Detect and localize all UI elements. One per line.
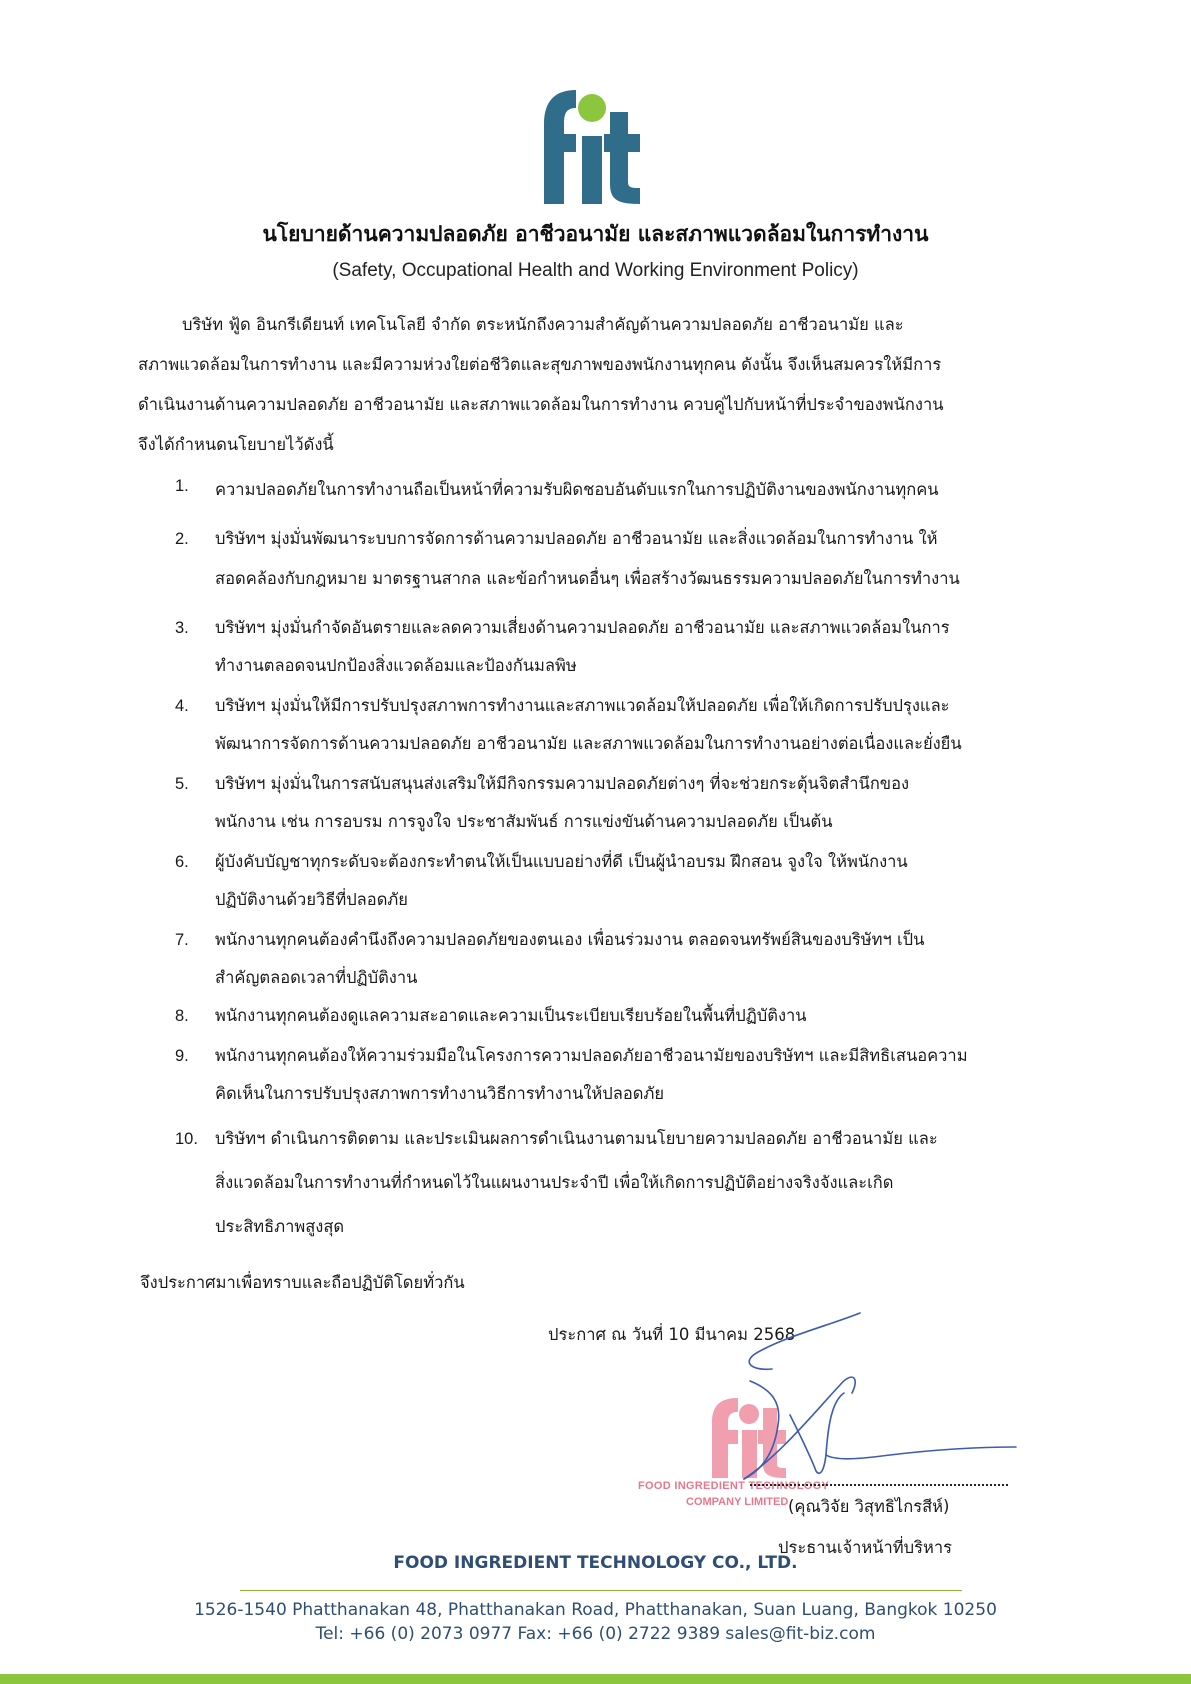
intro-line: สภาพแวดล้อมในการทำงาน และมีความห่วงใยต่อชีวิตและสุขภาพของพนักงานทุกคน ดังนั้น จึงเห็นสมควรให้มีการ	[138, 355, 942, 374]
policy-item	[175, 921, 924, 997]
item-number: 1.	[175, 477, 189, 495]
item-line: บริษัทฯ มุ่งมั่นพัฒนาระบบการจัดการด้านความปลอดภัย อาชีวอนามัย และสิ่งแวดล้อมในการทำงาน ให้	[215, 529, 938, 548]
policy-item	[175, 765, 909, 841]
item-number: 8.	[175, 1007, 189, 1025]
item-line: ผู้บังคับบัญชาทุกระดับจะต้องกระทำตนให้เป็นแบบอย่างที่ดี เป็นผู้นำอบรม ฝึกสอน จูงใจ ให้พนักงาน	[215, 852, 908, 871]
policy-item	[175, 687, 962, 763]
item-number: 7.	[175, 931, 189, 949]
footer-contact: Tel: +66 (0) 2073 0977 Fax: +66 (0) 2722 9389 sales@fit-biz.com	[315, 1624, 876, 1644]
policy-item	[175, 997, 807, 1035]
document-title: นโยบายด้านความปลอดภัย อาชีวอนามัย และสภาพแวดล้อมในการทำงาน	[262, 222, 929, 246]
stamp-line-1: FOOD INGREDIENT TECHNOLOGY	[638, 1480, 830, 1492]
signer-name: (คุณวิจัย วิสุทธิไกรสีห์)	[788, 1497, 950, 1516]
item-number: 5.	[175, 775, 189, 793]
item-line: พนักงาน เช่น การอบรม การจูงใจ ประชาสัมพันธ์ การแข่งขันด้านความปลอดภัย เป็นต้น	[215, 812, 833, 831]
item-line: ประสิทธิภาพสูงสุด	[215, 1217, 345, 1236]
announcement-date: ประกาศ ณ วันที่ 10 มีนาคม 2568	[548, 1325, 796, 1344]
item-line: สอดคล้องกับกฎหมาย มาตรฐานสากล และข้อกำหนดอื่นๆ เพื่อสร้างวัฒนธรรมความปลอดภัยในการทำงาน	[215, 569, 960, 588]
policy-item	[175, 477, 939, 503]
intro-line: จึงได้กำหนดนโยบายไว้ดังนี้	[138, 435, 334, 454]
policy-item	[175, 519, 960, 599]
item-line: ความปลอดภัยในการทำงานถือเป็นหน้าที่ความรับผิดชอบอันดับแรกในการปฏิบัติงานของพนักงานทุกคน	[215, 480, 939, 499]
signer-title: ประธานเจ้าหน้าที่บริหาร	[778, 1538, 953, 1557]
intro-line: ดำเนินงานด้านความปลอดภัย อาชีวอนามัย และสภาพแวดล้อมในการทำงาน ควบคู่ไปกับหน้าที่ประจำของพนักงาน	[138, 395, 944, 414]
footer-divider	[240, 1590, 962, 1591]
closing-statement: จึงประกาศมาเพื่อทราบและถือปฏิบัติโดยทั่วกัน	[140, 1273, 465, 1292]
item-line: พัฒนาการจัดการด้านความปลอดภัย อาชีวอนามัย และสภาพแวดล้อมในการทำงานอย่างต่อเนื่องและยั่งยืน	[215, 734, 962, 753]
document-subtitle: (Safety, Occupational Health and Working Environment Policy)	[332, 260, 859, 281]
item-number: 9.	[175, 1047, 189, 1065]
policy-item	[175, 1117, 938, 1249]
policy-item	[175, 843, 908, 919]
item-number: 4.	[175, 697, 189, 715]
item-line: พนักงานทุกคนต้องให้ความร่วมมือในโครงการความปลอดภัยอาชีวอนามัยของบริษัทฯ และมีสิทธิเสนอความ	[215, 1046, 968, 1065]
signature	[720, 1305, 1020, 1485]
item-line: บริษัทฯ มุ่งมั่นในการสนับสนุนส่งเสริมให้มีกิจกรรมความปลอดภัยต่างๆ ที่จะช่วยกระตุ้นจิตสำนึกของ	[215, 774, 910, 793]
footer-address: 1526-1540 Phatthanakan 48, Phatthanakan Road, Phatthanakan, Suan Luang, Bangkok 10250	[194, 1600, 997, 1620]
item-line: สิ่งแวดล้อมในการทำงานที่กำหนดไว้ในแผนงานประจำปี เพื่อให้เกิดการปฏิบัติอย่างจริงจังและเกิด	[215, 1173, 894, 1192]
policy-item	[175, 609, 950, 685]
item-number: 3.	[175, 619, 189, 637]
footer-company-name: FOOD INGREDIENT TECHNOLOGY CO., LTD.	[393, 1553, 798, 1573]
stamp-line-2: COMPANY LIMITED	[686, 1496, 789, 1508]
intro-line: บริษัท ฟู้ด อินกรีเดียนท์ เทคโนโลยี จำกัด ตระหนักถึงความสำคัญด้านความปลอดภัย อาชีวอนามัย และ	[182, 315, 904, 334]
item-line: บริษัทฯ มุ่งมั่นกำจัดอันตรายและลดความเสี่ยงด้านความปลอดภัย อาชีวอนามัย และสภาพแวดล้อมในการ	[215, 618, 950, 637]
item-line: บริษัทฯ ดำเนินการติดตาม และประเมินผลการดำเนินงานตามนโยบายความปลอดภัย อาชีวอนามัย และ	[215, 1129, 938, 1148]
item-number: 10.	[175, 1130, 198, 1148]
item-number: 6.	[175, 853, 189, 871]
signature-line	[750, 1484, 1008, 1486]
item-line: สำคัญตลอดเวลาที่ปฏิบัติงาน	[215, 968, 418, 987]
item-line: ปฏิบัติงานด้วยวิธีที่ปลอดภัย	[215, 890, 408, 909]
item-line: ทำงานตลอดจนปกป้องสิ่งแวดล้อมและป้องกันมลพิษ	[215, 656, 577, 675]
fit-logo	[530, 78, 642, 204]
item-number: 2.	[175, 530, 189, 548]
policy-item	[175, 1037, 968, 1113]
intro-paragraph	[138, 305, 1038, 465]
item-line: คิดเห็นในการปรับปรุงสภาพการทำงานวิธีการทำงานให้ปลอดภัย	[215, 1084, 665, 1103]
footer-bar	[0, 1674, 1191, 1684]
item-line: พนักงานทุกคนต้องดูแลความสะอาดและความเป็นระเบียบเรียบร้อยในพื้นที่ปฏิบัติงาน	[215, 1006, 807, 1025]
item-line: บริษัทฯ มุ่งมั่นให้มีการปรับปรุงสภาพการทำงานและสภาพแวดล้อมให้ปลอดภัย เพื่อให้เกิดการปรับปรุงและ	[215, 696, 950, 715]
item-line: พนักงานทุกคนต้องคำนึงถึงความปลอดภัยของตนเอง เพื่อนร่วมงาน ตลอดจนทรัพย์สินของบริษัทฯ เป็น	[215, 930, 925, 949]
